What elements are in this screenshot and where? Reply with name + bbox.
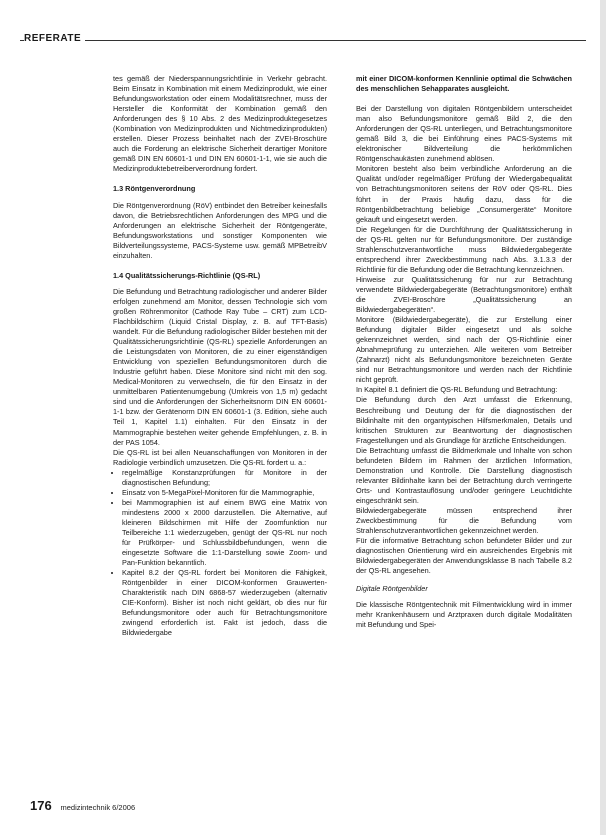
page-number: 176 xyxy=(30,798,52,813)
paragraph: Die Röntgenverordnung (RöV) entbindet den Betreiber keinesfalls davon, die Betriebsrechtlichen Anforderungen des MPG und die Anforderungen an elektrische Sicherheit der Röntgengeräte, Befundungsworkstations und sonstiger Komponenten wie Bildverteilungssysteme, PACS-Systeme usw. gemäß MPBetreibV einzuhalten. xyxy=(113,200,327,260)
paragraph: Monitore (Bildwiedergabegeräte), die zur Erstellung einer Befundung digitaler Bilder eingesetzt und als solche gekennzeichnet werden, sind nach der QS-Richtlinie einer Abnahmeprüfung zu unterziehen. Alle weiteren vom Betreiber (Zahnarzt) nicht als Befundungsmonitore bezeichneten Geräte sind nur Betrachtungsmonitore und werden nach der Richtlinie nicht geprüft. xyxy=(356,315,572,385)
list-item: • bei Mammographien ist auf einem BWG eine Matrix von mindestens 2000 x 2000 darzustellen. Die Alternative, auf kleineren Bildschirmen mit Hilfe der Zoomfunktion nur Teilbereiche 1:1 wiederzugeben, genügt der QS-RL nur noch für Prüfkörper- und Schlussbildbefundungen, wenn die eingesetzte Software die 1:1-Darstellung sowie Zoom- und Pan-Funktion bekanntlich. xyxy=(122,498,327,568)
list-item: • regelmäßige Konstanzprüfungen für Monitore in der diagnostischen Befundung; xyxy=(122,468,327,488)
right-column xyxy=(356,74,572,630)
paragraph: Die QS-RL ist bei allen Neuanschaffungen von Monitoren in der Radiologie verbindlich umzusetzen. Die QS-RL fordert u. a.: xyxy=(113,447,327,467)
paragraph: Für die informative Betrachtung schon befundeter Bilder und zur diagnostischen Orientierung wird ein ausreichendes Ergebnis mit Bildwiedergabegeräten der Anwendungsklasse B nach Tabelle 8.2 der QS-RL angesehen. xyxy=(356,536,572,576)
paragraph: Hinweise zur Qualitätssicherung für nur zur Betrachtung verwendete Bildwiedergabegeräte (Betrachtungsmonitore) enthält die ZVEI-Broschüre „Qualitätssicherung an Bildwiedergabegeräten“. xyxy=(356,274,572,315)
left-column xyxy=(113,74,327,638)
paragraph: Die Betrachtung umfasst die Bildmerkmale und Inhalte von schon befundeten Bildern im Rahmen der ärztlichen Information, Demonstration und Kontrolle. Die Darstellung diagnostisch relevanter Bildinhalte kann bei der Betrachtung durch verringerte Orts- und Kontrastauflösung und/oder geringere Leuchtdichte eingeschränkt sein. xyxy=(356,445,572,505)
list-item: • Einsatz von 5-MegaPixel-Monitoren für die Mammographie, xyxy=(122,488,327,498)
paragraph: Die Befundung durch den Arzt umfasst die Erkennung, Beschreibung und Deutung der für die diagnostischen der Bildinhalte mit den organtypischen Hilfsmerkmalen, Details und kritischen Strukturen zur Beantwortung der diagnostischen Fragestellungen und als Grundlage für ärztliche Entscheidungen. xyxy=(356,395,572,445)
section-heading: 1.3 Röntgenverordnung xyxy=(113,184,196,194)
paragraph: Die klassische Röntgentechnik mit Filmentwicklung wird in immer mehr Krankenhäusern und Arztpraxen durch digitale Modalitäten mit Befundung und Spei- xyxy=(356,600,572,630)
page-header xyxy=(0,0,606,60)
requirements-list xyxy=(113,468,327,639)
paragraph-emphasis: mit einer DICOM-konformen Kennlinie optimal die Schwächen des menschlichen Sehapparates ausgleicht. xyxy=(356,74,572,94)
paragraph: Bei der Darstellung von digitalen Röntgenbildern unterscheidet man also Befundungsmonitore gemäß Bild 2, die den Anforderungen der QS-RL unterliegen, und Betrachtungsmonitore gemäß Bild 3, die bei Einführung eines PACS-Systems mit elektronischer Bildverteilung die herkömmlichen Röntgenschaukästen zunehmend ablösen. xyxy=(356,104,572,164)
page-footer xyxy=(30,798,135,813)
paragraph: Die Regelungen für die Durchführung der Qualitätssicherung in der QS-RL gelten nur für Befundungsmonitore. Der zuständige Strahlenschutzverantwortliche muss Bildwiedergabegeräte entsprechend ihrer Zweckbestimmung nach Abs. 3.1.3.3 der Richtlinie für die Befundung oder die Betrachtung kennzeichnen. xyxy=(356,224,572,274)
paragraph: Die Befundung und Betrachtung radiologischer und anderer Bilder erfolgen zunehmend am Monitor, dessen Technologie sich vom großen Röhrenmonitor (Cathode Ray Tube – CRT) zum LCD-Flachbildschirm (Liquid Cristal Display, z. B. auf TFT-Basis) wandelt. Für die Befundung radiologischer Bilder bestehen mit der Qualitätssicherungsrichtlinie (QS-RL) spezielle Anforderungen an die Leistungsdaten von Monitoren, die zu einer eigenständigen Entwicklung von speziellen Befundungsmonitoren durch die Industrie geführt haben. Diese Monitore sind nicht mit den sog. Medical-Monitoren zu verwechseln, die für den Einsatz in der unmittelbaren Patientenumgebung (Umkreis von 1,5 m) gedacht sind und die Anforderungen der Sicherheitsnorm DIN EN 60601-1-1 bzw. der Gerätenorm DIN EN 60601-1 (3. Edition, siehe auch Teil 1, Kapitel 1.1) einhalten. Für den Einsatz in der Mammographie bestehen weiter gehende Empfehlungen, z. B. in der PAS 1054. xyxy=(113,286,327,447)
list-item: • Kapitel 8.2 der QS-RL fordert bei Monitoren die Fähigkeit, Röntgenbilder in einer DICOM-konformen Grauwerten-Charakteristik nach DIN 6868-57 wiederzugeben (alternativ CIE-Konform). Bisher ist noch nicht geklärt, ob dies nur für Befundungsmonitore oder auch für Betrachtungsmonitore zwingend erforderlich ist. Fakt ist jedoch, dass die Bildwiedergabe xyxy=(122,568,327,638)
paragraph: tes gemäß der Niederspannungsrichtlinie in Verkehr gebracht. Beim Einsatz in Kombination mit einem Medizinprodukt, wie einer Befundungsworkstation oder einem Modalitätsrechner, muss der Hersteller die Konformität der Kombination gemäß den Anforderungen des § 10 Abs. 2 des Medizinproduktegesetzes (Kombination von Medizinprodukten und Nichtmedizinprodukten) erstellen. Dieser Prozess beinhaltet nach der ZVEI-Broschüre auch die Forderung an elektrische Sicherheit derartiger Monitore gemäß DIN EN 60601-1 und DIN EN 60601-1-1, wie sie auch die Medizinproduktebetreiberverordnung fordert. xyxy=(113,74,327,174)
publication-name: medizintechnik 6/2006 xyxy=(60,803,136,812)
page-edge-shadow xyxy=(600,0,606,835)
paragraph: In Kapitel 8.1 definiert die QS-RL Befundung und Betrachtung: xyxy=(356,385,558,395)
subsection-heading: Digitale Röntgenbilder xyxy=(356,584,428,594)
section-heading: 1.4 Qualitätssicherungs-Richtlinie (QS-RL) xyxy=(113,270,261,280)
header-rule xyxy=(20,40,586,41)
paragraph: Monitoren besteht also beim verbindliche Anforderung an die Qualität und/oder regelmäßiger Prüfung der Wiedergabequalität von Betrachtungsmonitoren seitens der RöV oder QS-RL. Dies führt in der Praxis häufig dazu, dass für die Röntgenbildbetrachtung beliebige „Consumergeräte“ Monitore gekauft und eingesetzt werden. xyxy=(356,164,572,224)
paragraph: Bildwiedergabegeräte müssen entsprechend ihrer Zweckbestimmung für die Befundung vom Strahlenschutzverantwortlichen gekennzeichnet werden. xyxy=(356,505,572,536)
section-label: REFERATE xyxy=(24,33,85,44)
